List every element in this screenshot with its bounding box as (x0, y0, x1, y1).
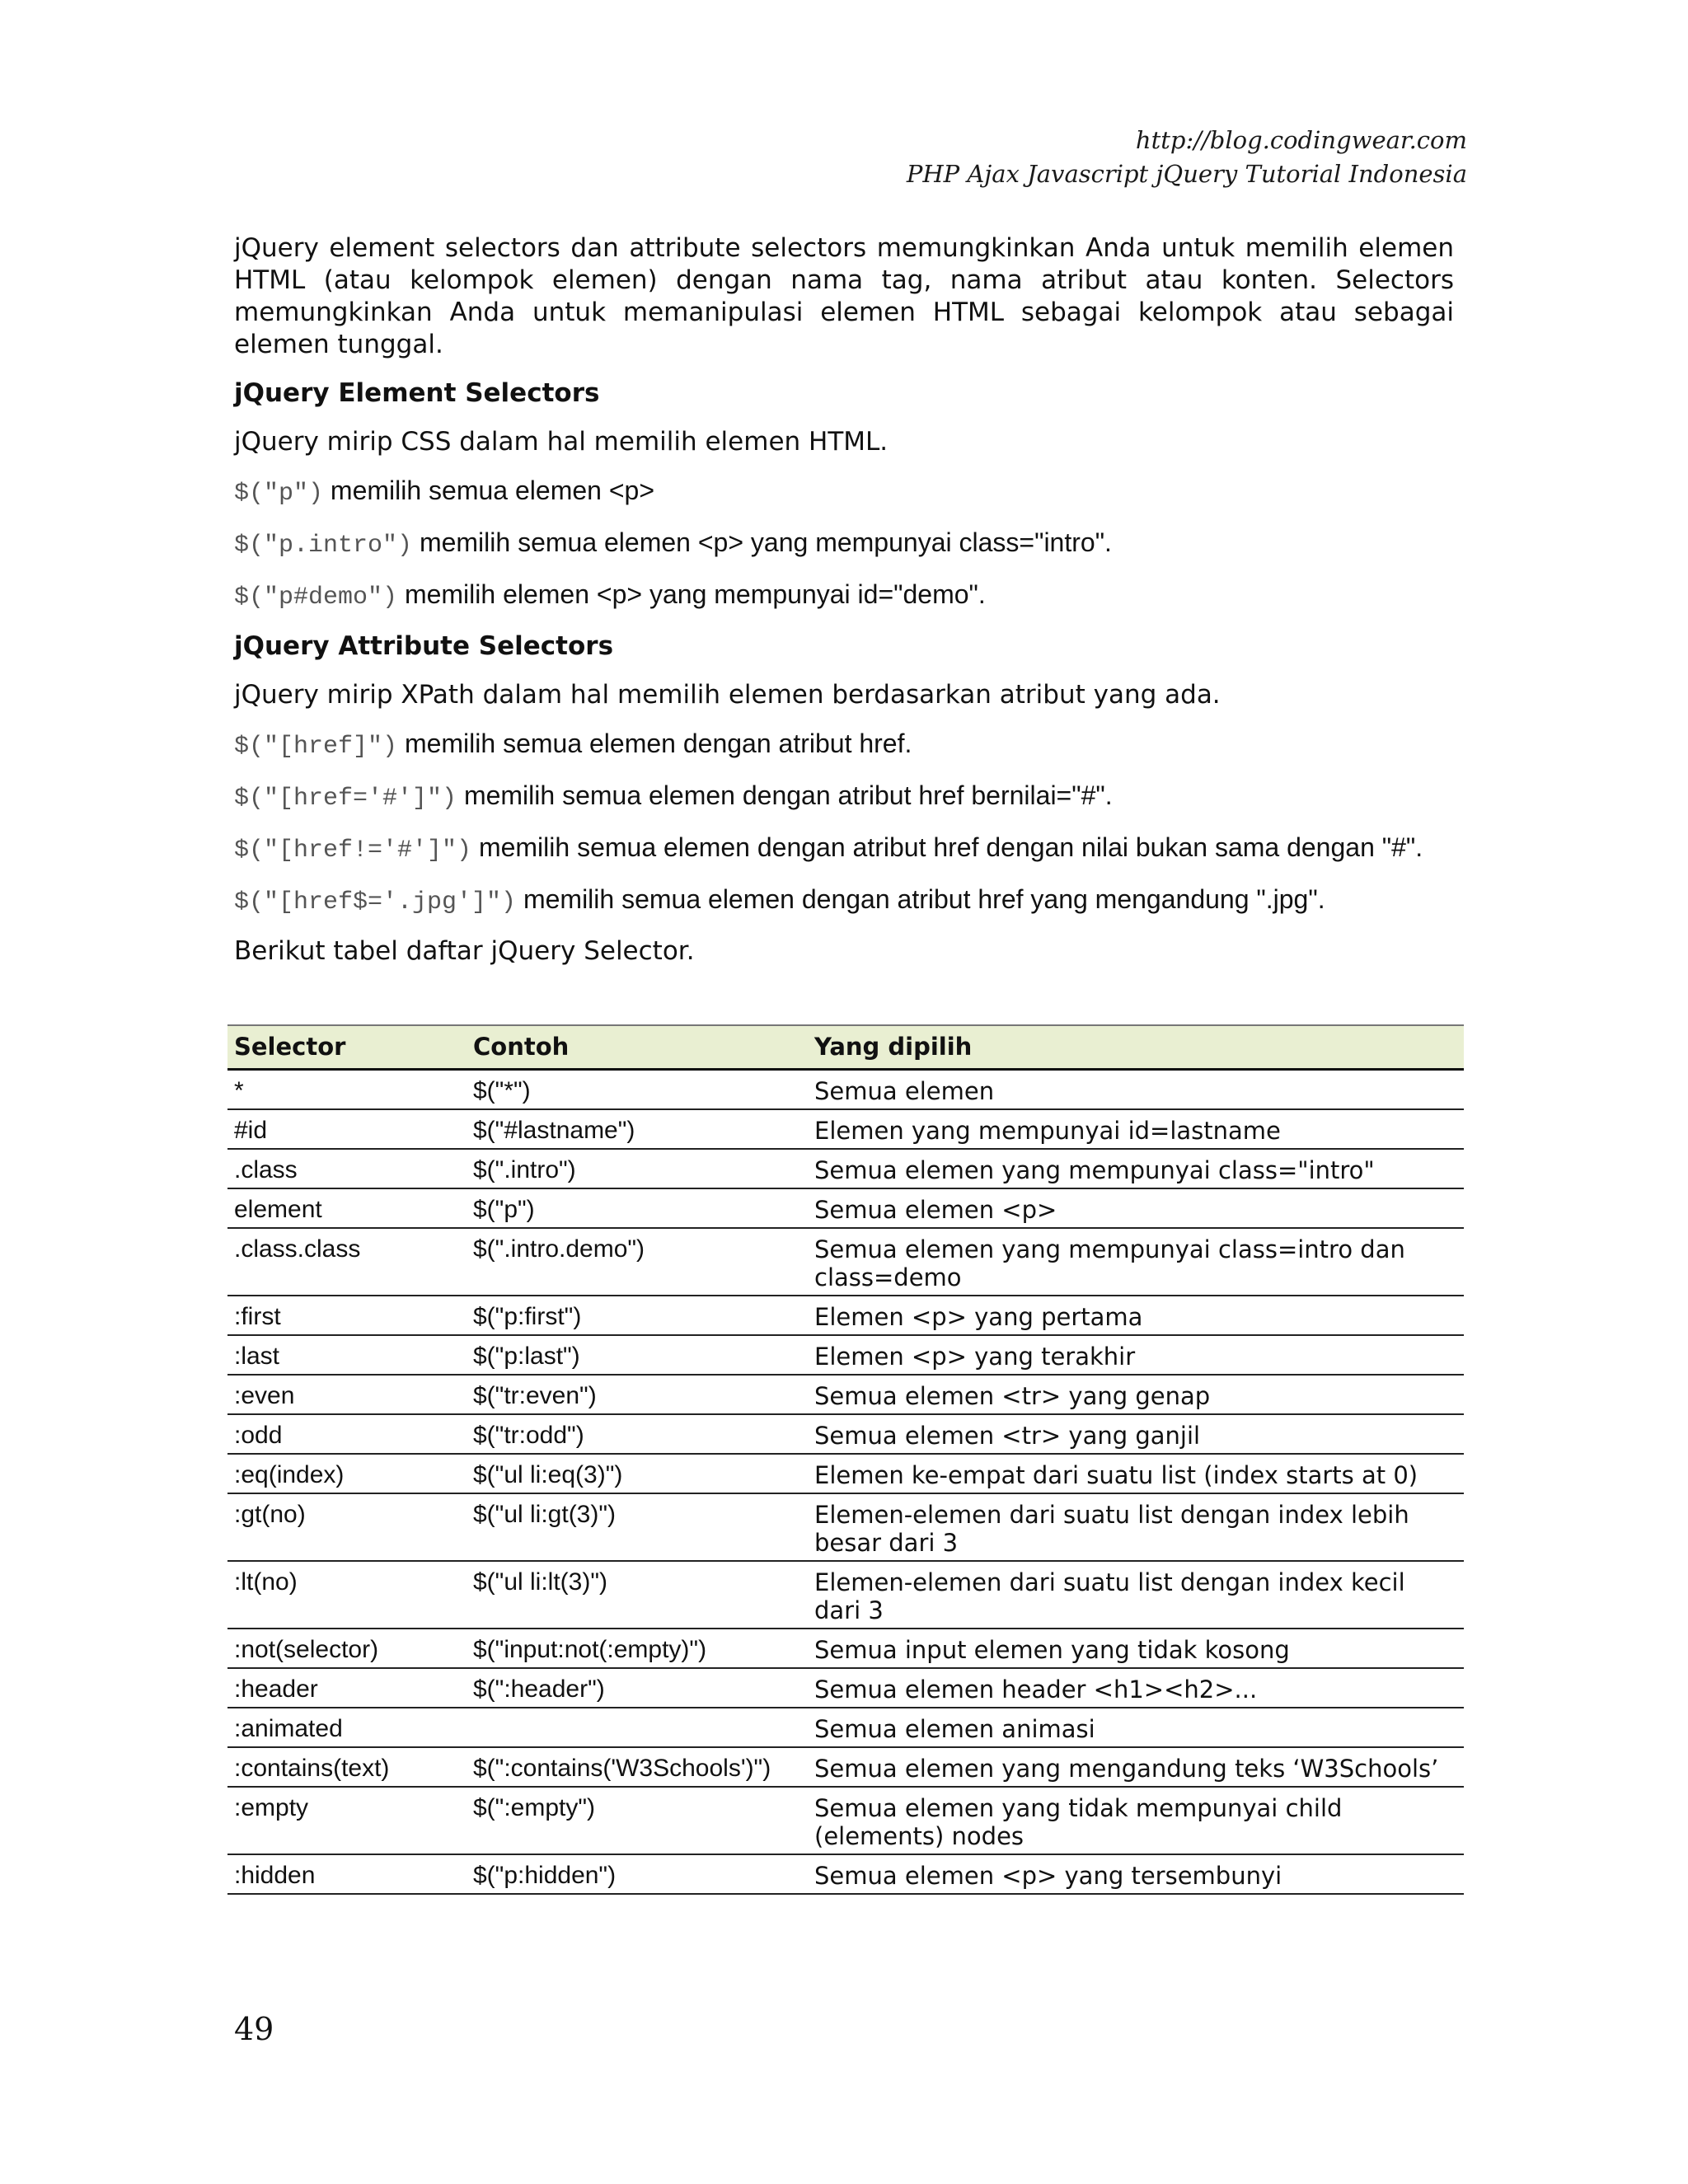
cell-selector: :header (227, 1668, 467, 1708)
attribute-example (234, 832, 1454, 867)
table-row (227, 1493, 1464, 1561)
table-row (227, 1375, 1464, 1414)
cell-yang-dipilih: Elemen <p> yang pertama (808, 1296, 1464, 1335)
example-code: $("p") (234, 480, 324, 508)
cell-yang-dipilih: Semua elemen <tr> yang ganjil (808, 1414, 1464, 1454)
cell-contoh: $(":header") (467, 1668, 808, 1708)
table-row (227, 1747, 1464, 1787)
table-row (227, 1561, 1464, 1629)
cell-selector: :first (227, 1296, 467, 1335)
cell-contoh: $(":empty") (467, 1787, 808, 1854)
cell-yang-dipilih: Elemen-elemen dari suatu list dengan index kecil dari 3 (808, 1561, 1464, 1629)
table-body (227, 1070, 1464, 1895)
header-selector: Selector (227, 1025, 467, 1070)
cell-yang-dipilih: Elemen yang mempunyai id=lastname (808, 1109, 1464, 1149)
cell-selector: :not(selector) (227, 1629, 467, 1668)
cell-selector: :hidden (227, 1854, 467, 1894)
example-desc: memilih elemen <p> yang mempunyai id="demo". (397, 579, 986, 609)
page-header (907, 124, 1467, 191)
intro-paragraph: jQuery element selectors dan attribute selectors memungkinkan Anda untuk memilih elemen HTML (atau kelompok elemen) dengan nama tag, nama atribut atau konten. Selectors memungkinkan Anda untuk memanipulasi elemen HTML sebagai kelompok atau sebagai elemen tunggal. (234, 233, 1454, 359)
cell-contoh: $("*") (467, 1070, 808, 1110)
page-number: 49 (234, 2011, 274, 2047)
attribute-example (234, 780, 1454, 815)
table-row (227, 1787, 1464, 1854)
cell-contoh: $(".intro") (467, 1149, 808, 1188)
cell-selector: :eq(index) (227, 1454, 467, 1493)
cell-contoh: $("#lastname") (467, 1109, 808, 1149)
cell-selector: * (227, 1070, 467, 1110)
example-desc: memilih semua elemen dengan atribut href bernilai="#". (457, 780, 1113, 810)
table-row (227, 1335, 1464, 1375)
cell-contoh: $(":contains('W3Schools')") (467, 1747, 808, 1787)
selector-table (227, 1024, 1464, 1895)
table-row (227, 1188, 1464, 1228)
attribute-example (234, 728, 1454, 763)
example-desc: memilih semua elemen dengan atribut href yang mengandung ".jpg". (516, 884, 1325, 914)
cell-yang-dipilih: Semua elemen (808, 1070, 1464, 1110)
cell-contoh: $("p:first") (467, 1296, 808, 1335)
table-row (227, 1109, 1464, 1149)
cell-yang-dipilih: Semua elemen animasi (808, 1708, 1464, 1747)
cell-yang-dipilih: Semua elemen yang mengandung teks ‘W3Schools’ (808, 1747, 1464, 1787)
cell-yang-dipilih: Semua elemen yang mempunyai class=intro dan class=demo (808, 1228, 1464, 1296)
example-desc: memilih semua elemen <p> yang mempunyai class="intro". (412, 527, 1112, 557)
cell-selector: :contains(text) (227, 1747, 467, 1787)
example-desc: memilih semua elemen dengan atribut href dengan nilai bukan sama dengan "#". (471, 832, 1423, 862)
example-code: $("[href]") (234, 733, 398, 761)
cell-selector: .class.class (227, 1228, 467, 1296)
cell-selector: :even (227, 1375, 467, 1414)
cell-selector: :empty (227, 1787, 467, 1854)
cell-contoh: $("p:hidden") (467, 1854, 808, 1894)
cell-contoh: $("ul li:lt(3)") (467, 1561, 808, 1629)
cell-yang-dipilih: Semua elemen <p> yang tersembunyi (808, 1854, 1464, 1894)
cell-selector: :gt(no) (227, 1493, 467, 1561)
table-row (227, 1149, 1464, 1188)
header-subtitle: PHP Ajax Javascript jQuery Tutorial Indonesia (906, 160, 1467, 188)
example-desc: memilih semua elemen <p> (323, 476, 654, 505)
cell-yang-dipilih: Semua elemen <tr> yang genap (808, 1375, 1464, 1414)
table-intro: Berikut tabel daftar jQuery Selector. (234, 936, 695, 966)
example-code: $("[href='#']") (234, 785, 457, 813)
cell-yang-dipilih: Semua input elemen yang tidak kosong (808, 1629, 1464, 1668)
cell-yang-dipilih: Elemen ke-empat dari suatu list (index starts at 0) (808, 1454, 1464, 1493)
cell-contoh: $("ul li:gt(3)") (467, 1493, 808, 1561)
table-row (227, 1708, 1464, 1747)
cell-contoh: $("p:last") (467, 1335, 808, 1375)
cell-selector: :last (227, 1335, 467, 1375)
cell-selector: :odd (227, 1414, 467, 1454)
table-row (227, 1414, 1464, 1454)
element-selectors-lead: jQuery mirip CSS dalam hal memilih elemen HTML. (234, 427, 889, 457)
cell-contoh: $("ul li:eq(3)") (467, 1454, 808, 1493)
table-row (227, 1454, 1464, 1493)
header-url: http://blog.codingwear.com (1135, 126, 1467, 154)
table-row (227, 1668, 1464, 1708)
cell-selector: #id (227, 1109, 467, 1149)
table-row (227, 1629, 1464, 1668)
cell-selector: .class (227, 1149, 467, 1188)
cell-contoh: $("input:not(:empty)") (467, 1629, 808, 1668)
cell-yang-dipilih: Semua elemen yang tidak mempunyai child (elements) nodes (808, 1787, 1464, 1854)
attribute-example (234, 883, 1454, 919)
element-example (234, 527, 1454, 562)
example-code: $("p#demo") (234, 583, 398, 612)
page-content (234, 232, 1454, 984)
element-example (234, 579, 1454, 614)
table-row (227, 1296, 1464, 1335)
element-example (234, 475, 1454, 510)
example-code: $("[href$='.jpg']") (234, 888, 517, 916)
example-desc: memilih semua elemen dengan atribut href. (397, 729, 912, 758)
cell-yang-dipilih: Elemen-elemen dari suatu list dengan index lebih besar dari 3 (808, 1493, 1464, 1561)
header-yang-dipilih: Yang dipilih (808, 1025, 1464, 1070)
attribute-selectors-lead: jQuery mirip XPath dalam hal memilih elemen berdasarkan atribut yang ada. (234, 680, 1221, 710)
cell-yang-dipilih: Semua elemen <p> (808, 1188, 1464, 1228)
cell-selector: :lt(no) (227, 1561, 467, 1629)
table-row (227, 1854, 1464, 1894)
cell-contoh (467, 1708, 808, 1747)
element-selectors-heading: jQuery Element Selectors (234, 378, 600, 408)
header-contoh: Contoh (467, 1025, 808, 1070)
table-header-row (227, 1025, 1464, 1070)
cell-contoh: $("tr:even") (467, 1375, 808, 1414)
cell-contoh: $("p") (467, 1188, 808, 1228)
cell-selector: element (227, 1188, 467, 1228)
attribute-selectors-heading: jQuery Attribute Selectors (234, 631, 614, 661)
example-code: $("p.intro") (234, 532, 413, 560)
cell-contoh: $("tr:odd") (467, 1414, 808, 1454)
example-code: $("[href!='#']") (234, 837, 472, 865)
cell-yang-dipilih: Elemen <p> yang terakhir (808, 1335, 1464, 1375)
cell-selector: :animated (227, 1708, 467, 1747)
cell-yang-dipilih: Semua elemen header <h1><h2>... (808, 1668, 1464, 1708)
cell-yang-dipilih: Semua elemen yang mempunyai class="intro" (808, 1149, 1464, 1188)
table-row (227, 1070, 1464, 1110)
cell-contoh: $(".intro.demo") (467, 1228, 808, 1296)
table-row (227, 1228, 1464, 1296)
